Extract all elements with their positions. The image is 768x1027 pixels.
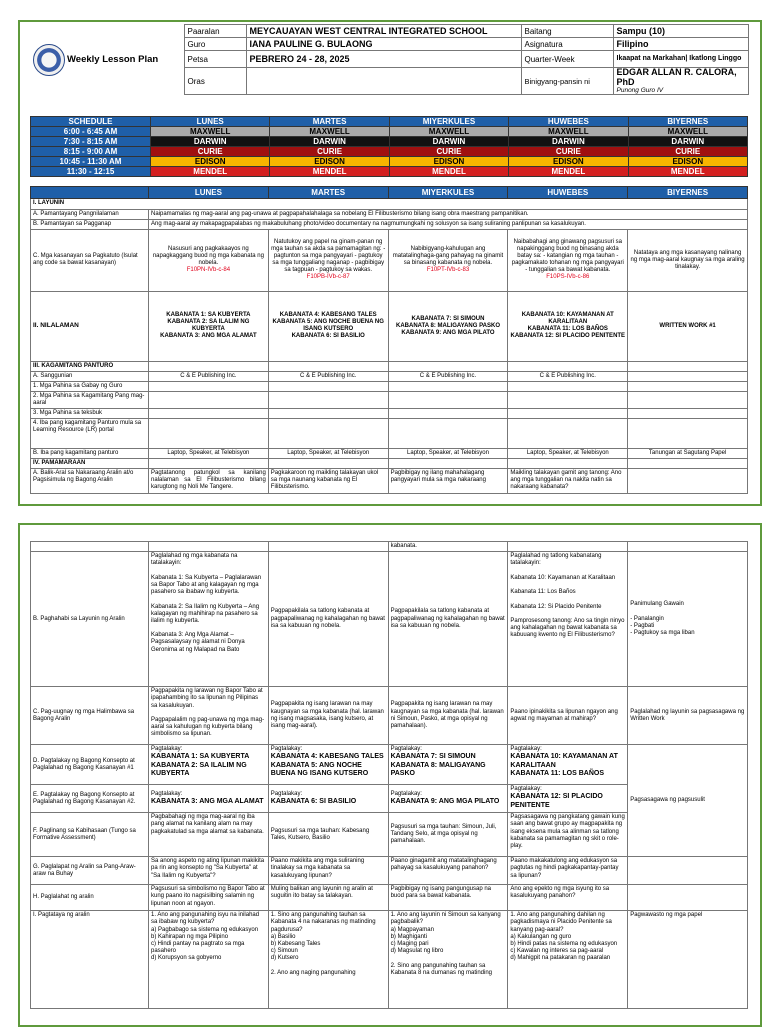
generalization-cell: Muling balikan ang layunin ng aralin at suguitin ito batay sa talakayan. <box>268 885 388 911</box>
discussion-head: Pagtalakay: <box>390 746 422 753</box>
discussion-head: Pagtalakay: <box>270 746 303 753</box>
section-cell: MAXWELL <box>270 127 389 137</box>
schedule-row <box>31 157 748 167</box>
discussion-body: KABANATA 7: SI SIMOUN KABANATA 8: MALIGAYANG PASKO <box>390 753 486 777</box>
schedule-row <box>31 147 748 157</box>
generalization-cell: Pagsusuri sa simbolismo ng Bapor Tabo at kung paano ito nagsisilbing salamin ng lipunan noon at ngayon. <box>149 885 269 911</box>
header-label: Asignatura <box>521 38 613 51</box>
discussion-head: Pagtalakay: <box>151 790 183 797</box>
discussion-body: KABANATA 9: ANG MGA PILATO <box>390 798 500 806</box>
competency-cell <box>388 229 508 291</box>
materials-cell: Laptop, Speaker, at Telebisyon <box>388 449 508 459</box>
row-label: A. Balik-Aral sa Nakaraang Aralin at/o Pagsisimula ng Bagong Aralin <box>31 469 149 493</box>
section-heading: III. KAGAMITANG PANTURO <box>31 361 149 371</box>
row-label: 3. Mga Pahina sa teksbuk <box>31 409 149 419</box>
materials-cell: Laptop, Speaker, at Telebisyon <box>508 449 628 459</box>
schedule-header: BIYERNES <box>628 117 747 127</box>
section-cell: DARWIN <box>509 137 628 147</box>
linking-cell: Pagpapakita ng larawan ng Bapor Tabo at ipapahambing ito sa lipunan ng Pilipinas sa kasalukuyan. Pagpapalalim ng pag-unawa ng mga mag-aaral sa kahulugan ng kubyerta bilang simbolismo sa lipunan. <box>149 687 269 745</box>
row-label: A. Pamantayang Pangnilalaman <box>31 209 149 219</box>
lesson-plan-page-1 <box>18 20 762 506</box>
header-table <box>30 24 749 95</box>
application-cell: Sa anong aspeto ng ating lipunan makikita pa rin ang konsepto ng "Sa Kubyerta" at "Sa Ilalim ng Kubyerta"? <box>149 857 269 885</box>
carry-over-cell: kabanata. <box>388 542 508 552</box>
section-cell: MENDEL <box>509 167 628 177</box>
carry-over-cell <box>31 542 149 552</box>
reference-cell: C & E Publishing Inc. <box>149 371 269 381</box>
subject: Filipino <box>613 38 748 51</box>
row-label: 4. Iba pang kagamitang Panturo mula sa Learning Resource (LR) portal <box>31 419 149 449</box>
school-name: MEYCAUAYAN WEST CENTRAL INTEGRATED SCHOOL <box>246 25 521 38</box>
section-cell: EDISON <box>389 157 508 167</box>
section-cell: CURIE <box>628 147 747 157</box>
section-cell: MENDEL <box>151 167 270 177</box>
schedule-time: 11:30 - 12:15 <box>31 167 151 177</box>
section-cell: MAXWELL <box>509 127 628 137</box>
row-label: II. NILALAMAN <box>31 291 149 361</box>
teacher-name: IANA PAULINE G. BULAONG <box>246 38 521 51</box>
schedule-header: LUNES <box>151 117 270 127</box>
section-cell: DARWIN <box>628 137 747 147</box>
content-standard: Naipamamalas ng mag-aaral ang pag-unawa at pagpapahalahalaga sa nobelang El Filibusterismo bilang isang obra maestrang pampanitikan. <box>149 209 748 219</box>
discussion-head: Pagtalakay: <box>270 790 303 797</box>
section-cell: CURIE <box>389 147 508 157</box>
evaluation-cell: 1. Ano ang layunin ni Simoun sa kanyang pagbabalik? a) Magpayaman b) Maghiganti c) Maging pari d) Magsulat ng libro 2. Sino ang pangunahing tauhan sa Kabanata 8 na dumanas ng matinding <box>388 911 508 1009</box>
carry-over-cell <box>149 542 269 552</box>
review-cell: Pagtatanong patungkol sa kanilang nalalaman sa El Filibusterismo bilang karugtong ng Noli Me Tangere. <box>149 469 269 493</box>
discussion-body: KABANATA 12: SI PLACIDO PENITENTE <box>510 793 603 809</box>
content-cell: KABANATA 1: SA KUBYERTA KABANATA 2: SA ILALIM NG KUBYERTA KABANATA 3: ANG MGA ALAMAT <box>149 291 269 361</box>
section-cell: DARWIN <box>270 137 389 147</box>
header-label: Binigyang-pansin ni <box>521 68 613 95</box>
section-cell: MAXWELL <box>628 127 747 137</box>
mastery-cell: Pagbabahagi ng mga mag-aaral ng iba pang alamat na kanilang alam na may pagkakatulad sa mga alamat sa kabanata. <box>149 813 269 857</box>
mastery-cell: Pagsasagawa ng pangkatang gawain kung saan ang bawat grupo ay magpapakita ng isang eksena mula sa alinman sa tatlong kabanata sa pamamagitan ng skit o role-play. <box>508 813 628 857</box>
generalization-cell: Pagbibigay ng isang pangungusap na buod para sa bawat kabanata. <box>388 885 508 911</box>
linking-cell: Pagpapakita ng isang larawan na may kaugnayan sa mga kabanata (hal. larawan ng isang magsasaka, isang kutsero, at isang mag-aaral). <box>268 687 388 745</box>
day-header: HUWEBES <box>508 187 628 199</box>
row-label: F. Paglinang sa Kabihasaan (Tungo sa Formative Assessment) <box>31 813 149 857</box>
content-cell: KABANATA 4: KABESANG TALES KABANATA 5: ANG NOCHE BUENA NG ISANG KUTSERO KABANATA 6: SI BASILIO <box>268 291 388 361</box>
review-cell: Maikling talakayan gamit ang tanong: Ano ang mga tunggalian na nakita natin sa nakaraang kabanata? <box>508 469 628 493</box>
row-label: B. Iba pang kagamitang panturo <box>31 449 149 459</box>
schedule-time: 6:00 - 6:45 AM <box>31 127 151 137</box>
discussion-body: KABANATA 10: KAYAMANAN AT KARALITAAN KABANATA 11: LOS BAÑOS <box>510 753 618 777</box>
discussion-cell <box>508 785 628 813</box>
discussion-head: Pagtalakay: <box>510 786 542 793</box>
competency-cell <box>628 229 748 291</box>
materials-cell: Laptop, Speaker, at Telebisyon <box>149 449 269 459</box>
schedule-table <box>30 116 748 177</box>
section-cell: EDISON <box>628 157 747 167</box>
row-label: I. Pagtataya ng aralin <box>31 911 149 1009</box>
lesson-plan-page-2 <box>18 523 762 1027</box>
row-label: C. Mga kasanayan sa Pagkatuto (Isulat ang code sa bawat kasanayan) <box>31 229 149 291</box>
discussion-head: Pagtalakay: <box>510 746 542 753</box>
row-label: A. Sanggunian <box>31 371 149 381</box>
application-cell: Paano makakatulong ang edukasyon sa pagtutas ng hindi pagkakapantay-pantay sa lipunan? <box>508 857 628 885</box>
schedule-header: MARTES <box>270 117 389 127</box>
section-heading: IV. PAMAMARAAN <box>31 459 149 469</box>
discussion-cell <box>149 745 269 785</box>
mastery-cell: Pagsusuri sa mga tauhan: Simoun, Juli, Tandang Selo, at mga opisyal ng pamahalaan. <box>388 813 508 857</box>
discussion-body: KABANATA 3: ANG MGA ALAMAT <box>151 798 264 806</box>
discussion-cell <box>388 785 508 813</box>
competency-cell <box>149 229 269 291</box>
competency-code: F10PB-IVb-c-87 <box>306 274 350 281</box>
evaluation-cell: 1. Ano ang pangunahing isyu na inilahad sa ibabaw ng kubyerta? a) Pagbabago sa sistema ng edukasyon b) Kahirapan ng mga Pilipino c) Hindi pantay na pagtrato sa mga pasahero d) Korupsyon sa gobyerno <box>149 911 269 1009</box>
linking-cell: Paglalahad ng layunin sa pagsasagawa ng Written Work <box>628 687 748 745</box>
discussion-body: KABANATA 4: KABESANG TALES KABANATA 5: ANG NOCHE BUENA NG ISANG KUTSERO <box>270 753 384 777</box>
competency-code: F10PT-IVb-c-83 <box>426 267 470 274</box>
date-range: PEBRERO 24 - 28, 2025 <box>246 51 521 68</box>
discussion-body: KABANATA 6: SI BASILIO <box>270 798 357 806</box>
schedule-row <box>31 127 748 137</box>
competency-text: Natataya ang mga kasanayang nalinang ng mga mag-aaral kaugnay sa mga araling tinalakay. <box>630 249 745 270</box>
schedule-header: SCHEDULE <box>31 117 151 127</box>
row-label: C. Pag-uugnay ng mga Halimbawa sa Bagong Aralin <box>31 687 149 745</box>
evaluation-cell: 1. Ano ang pangunahing dahilan ng pagkadismaya ni Placido Penitente sa kanyang pag-aaral? a) Kakulangan ng guro b) Hindi patas na sistema ng edukasyon c) Kawalan ng interes sa pag-aaral d) Mahigpit na patakaran ng paaralan <box>508 911 628 1009</box>
section-cell: MAXWELL <box>151 127 270 137</box>
section-cell: CURIE <box>509 147 628 157</box>
section-cell: EDISON <box>270 157 389 167</box>
content-cell: KABANATA 7: SI SIMOUN KABANATA 8: MALIGAYANG PASKO KABANATA 9: ANG MGA PILATO <box>388 291 508 361</box>
competency-text: Natutukoy ang papel na ginam-panan ng mga tauhan sa akda sa pamamagitan ng: - pagtunton sa mga pangyayari - pagtukoy sa mga tunggaliang naganap - pagbibigay sa tagpuan - pagtukoy sa wakas. <box>271 238 386 274</box>
competency-text: Nasusuri ang pagkakaayos ng napagkaggang buod ng mga kabanata ng nobela. <box>152 246 264 267</box>
materials-cell: Laptop, Speaker, at Telebisyon <box>268 449 388 459</box>
section-cell: EDISON <box>509 157 628 167</box>
mastery-cell: Pagsusuri sa mga tauhan: Kabesang Tales, Kutsero, Basilio <box>268 813 388 857</box>
section-heading: I. LAYUNIN <box>31 199 748 209</box>
header-logo-cell <box>30 25 184 95</box>
reference-cell: C & E Publishing Inc. <box>268 371 388 381</box>
discussion-cell <box>388 745 508 785</box>
principal-title: Punong Guro IV <box>616 86 664 94</box>
review-cell: Pagbibigay ng ilang mahahalagang pangyayari mula sa mga nakaraang <box>388 469 508 493</box>
application-cell <box>628 857 748 885</box>
discussion-cell <box>149 785 269 813</box>
section-cell: CURIE <box>151 147 270 157</box>
discussion-head: Pagtalakay: <box>151 746 183 753</box>
row-label: 2. Mga Pahina sa Kagamitang Pang mag-aaral <box>31 391 149 408</box>
schedule-row <box>31 137 748 147</box>
carry-over-cell <box>508 542 628 552</box>
procedure-table <box>30 541 748 1009</box>
header-label: Oras <box>184 68 246 95</box>
discussion-head: Pagtalakay: <box>390 790 422 797</box>
assessment-cell: Pagsasagawa ng pagsusulit <box>628 745 748 857</box>
header-label: Baitang <box>521 25 613 38</box>
competency-code: F10PN-IVb-c-84 <box>186 267 231 274</box>
carry-over-cell <box>628 542 748 552</box>
grade-level: Sampu (10) <box>613 25 748 38</box>
review-cell: Pagkakaroon ng maikling talakayan ukol sa mga naunang kabanata ng El Filibusterismo. <box>268 469 388 493</box>
row-label: G. Paglalapat ng Aralin sa Pang-Araw- araw na Buhay <box>31 857 149 885</box>
motive-cell: Paglalahad ng tatlong kabanatang tatalakayin: Kabanata 10: Kayamanan at Karalitaan Kabanata 11: Los Baños Kabanata 12: Si Placido Penitente Pamprosesong tanong: Ano sa tingin ninyo ang kahalagahan ng bawat kabanata sa kabuuang kwento ng El Filibusterismo? <box>508 552 628 687</box>
reference-cell <box>628 371 748 381</box>
discussion-cell <box>508 745 628 785</box>
section-cell: MENDEL <box>389 167 508 177</box>
row-label: D. Pagtalakay ng Bagong Konsepto at Paglalahad ng Bagong Kasanayan #1 <box>31 745 149 785</box>
motive-cell: Pagpapakilala sa tatlong kabanata at pagpapaliwanag ng kahalagahan ng bawat isa sa kabuuan ng nobela. <box>388 552 508 687</box>
quarter-week: Ikaapat na Markahan| Ikatlong Linggo <box>613 51 748 68</box>
header-label: Quarter-Week <box>521 51 613 68</box>
content-cell: WRITTEN WORK #1 <box>628 291 748 361</box>
motive-cell: Pagpapakilala sa tatlong kabanata at pagpapaliwanag ng kahalagahan ng bawat isa sa kabuuan ng nobela. <box>268 552 388 687</box>
linking-cell: Pagpapakita ng isang larawan na may kaugnayan sa mga kabanata (hal. larawan ni Simoun, Pasko, at mga opisyal ng pamahalaan). <box>388 687 508 745</box>
schedule-header: MIYERKULES <box>389 117 508 127</box>
content-cell: KABANATA 10: KAYAMANAN AT KARALITAAN KABANATA 11: LOS BAÑOS KABANATA 12: SI PLACIDO PENITENTE <box>508 291 628 361</box>
schedule-time: 8:15 - 9:00 AM <box>31 147 151 157</box>
time <box>246 68 521 95</box>
document-title: Weekly Lesson Plan <box>67 54 159 65</box>
plan-header-blank <box>31 187 149 199</box>
competency-cell <box>508 229 628 291</box>
materials-cell: Tanungan at Sagutang Papel <box>628 449 748 459</box>
section-cell: DARWIN <box>389 137 508 147</box>
section-cell: MAXWELL <box>389 127 508 137</box>
competency-text: Naibabahagi ang ginawang pagsusuri sa napakinggang buod ng binasang akda batay sa: - katangian ng mga tauhan - pagkamakato tohanan ng mga pangyayari - tunggalian sa bawat kabanata. <box>511 238 624 274</box>
row-label: E. Pagtalakay ng Bagong Konsepto at Paglalahad ng Bagong Kasanayan #2. <box>31 785 149 813</box>
row-label: B. Pamantayan sa Pagganap <box>31 219 149 229</box>
row-label: H. Paglalahat ng aralin <box>31 885 149 911</box>
carry-over-cell <box>268 542 388 552</box>
day-header: BIYERNES <box>628 187 748 199</box>
deped-seal-icon <box>33 44 65 76</box>
competency-text: Nabibigyang-kahulugan ang matatalinghaga-gang pahayag na ginamit sa binasang kabanata ng nobela. <box>392 246 504 267</box>
generalization-cell <box>628 885 748 911</box>
header-label: Guro <box>184 38 246 51</box>
discussion-cell <box>268 745 388 785</box>
plan-table <box>30 186 748 494</box>
review-cell <box>628 469 748 493</box>
section-cell: DARWIN <box>151 137 270 147</box>
day-header: MIYERKULES <box>388 187 508 199</box>
principal-cell <box>613 68 748 95</box>
motive-cell: Panimulang Gawain - Panalangin - Pagbati - Pagtukoy sa mga liban <box>628 552 748 687</box>
application-cell: Paano ginagamit ang matatalinghagang pahayag sa kasalukuyang panahon? <box>388 857 508 885</box>
performance-standard: Ang mag-aaral ay makapagpapalabas ng makabuluhang photo/video documentary na nagmumungkahi ng solusyon sa isang suliraning panlipunan sa kasalukuyan. <box>149 219 748 229</box>
linking-cell: Paano ipinakikita sa lipunan ngayon ang agwat ng mayaman at mahirap? <box>508 687 628 745</box>
section-cell: EDISON <box>151 157 270 167</box>
day-header: MARTES <box>268 187 388 199</box>
schedule-row <box>31 167 748 177</box>
principal-name: EDGAR ALLAN R. CALORA, PhD <box>616 67 737 87</box>
discussion-body: KABANATA 1: SA KUBYERTA KABANATA 2: SA ILALIM NG KUBYERTA <box>151 753 250 777</box>
header-label: Paaralan <box>184 25 246 38</box>
generalization-cell: Ano ang epekto ng mga isyung ito sa kasalukuyang panahon? <box>508 885 628 911</box>
evaluation-cell: 1. Sino ang pangunahing tauhan sa Kabanata 4 na nakaranas ng matinding pagdurusa? a) Basilio b) Kabesang Tales c) Simoun d) Kutsero 2. Ano ang naging pangunahing <box>268 911 388 1009</box>
competency-code: F10PS-IVb-c-86 <box>546 274 590 281</box>
section-cell: MENDEL <box>270 167 389 177</box>
evaluation-cell: Pagwawasto ng mga papel <box>628 911 748 1009</box>
discussion-cell <box>268 785 388 813</box>
schedule-time: 7:30 - 8:15 AM <box>31 137 151 147</box>
schedule-header: HUWEBES <box>509 117 628 127</box>
motive-cell: Paglalahad ng mga kabanata na tatalakayin: Kabanata 1: Sa Kubyerta – Paglalarawan sa Bapor Tabo at ang kalagayan ng mga pasahero sa ibabaw ng kubyerta. Kabanata 2: Sa Ilalim ng Kubyerta – Ang kalagayan ng mahihirap na pasahero sa ilalim ng kubyerta. Kabanata 3: Ang Mga Alamat – Pagsasalaysay ng alamat ni Donya Geronima at ng Malapad na Bato <box>149 552 269 687</box>
section-cell: CURIE <box>270 147 389 157</box>
application-cell: Paano makikita ang mga suliraning tinalakay sa mga kabanata sa kasalukuyang lipunan? <box>268 857 388 885</box>
row-label: B. Paghahabi sa Layunin ng Aralin <box>31 552 149 687</box>
day-header: LUNES <box>149 187 269 199</box>
header-label: Petsa <box>184 51 246 68</box>
reference-cell: C & E Publishing Inc. <box>388 371 508 381</box>
competency-cell <box>268 229 388 291</box>
row-label: 1. Mga Pahina sa Gabay ng Guro <box>31 381 149 391</box>
section-cell: MENDEL <box>628 167 747 177</box>
schedule-time: 10:45 - 11:30 AM <box>31 157 151 167</box>
reference-cell: C & E Publishing Inc. <box>508 371 628 381</box>
